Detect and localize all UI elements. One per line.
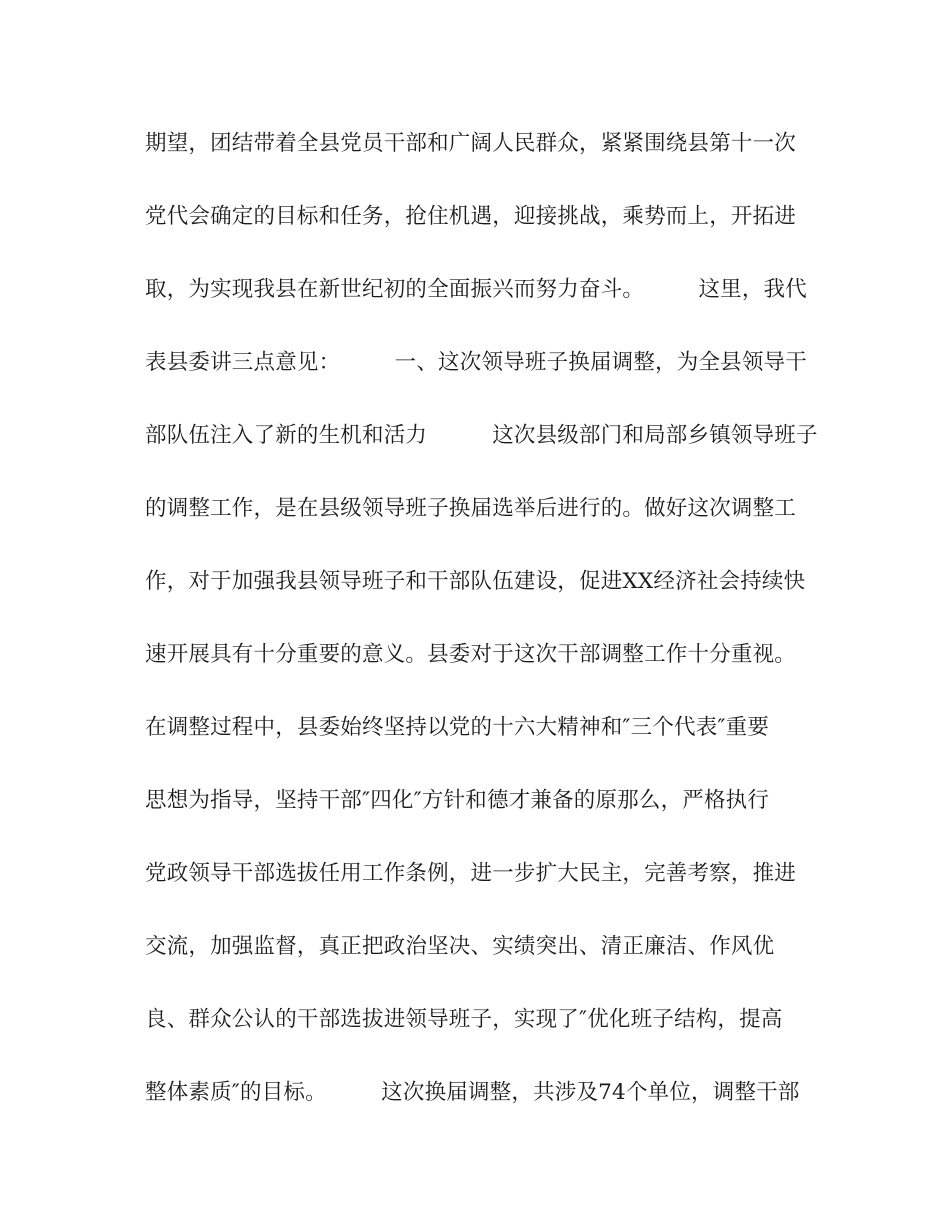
text-line: 党代会确定的目标和任务，抢住机遇，迎接挑战，乘势而上，开拓进 [145, 204, 797, 229]
text-line: 良、群众公认的干部选拔进领导班子，实现了″优化班子结构，提高 [145, 1007, 783, 1032]
text-line: 速开展具有十分重要的意义。县委对于这次干部调整工作十分重视。 [145, 642, 797, 667]
text-line: 思想为指导，坚持干部″四化″方针和德才兼备的原那么，严格执行 [145, 788, 770, 813]
text-line: 表县委讲三点意见： 一、这次领导班子换届调整，为全县领导干 [145, 350, 807, 375]
text-line: 在调整过程中，县委始终坚持以党的十六大精神和″三个代表″重要 [145, 715, 770, 740]
text-line: 期望，团结带着全县党员干部和广阔人民群众，紧紧围绕县第十一次 [145, 131, 797, 156]
text-line: 的调整工作，是在县级领导班子换届选举后进行的。做好这次调整工 [145, 496, 797, 521]
text-line: 取，为实现我县在新世纪初的全面振兴而努力奋斗。 这里，我代 [145, 277, 807, 302]
text-line: 交流，加强监督，真正把政治坚决、实绩突出、清正廉洁、作风优 [145, 934, 775, 959]
text-line: 党政领导干部选拔任用工作条例，进一步扩大民主，完善考察，推进 [145, 861, 797, 886]
text-line: 部队伍注入了新的生机和活力 这次县级部门和局部乡镇领导班子 [145, 423, 818, 448]
text-line: 作，对于加强我县领导班子和干部队伍建设，促进XX经济社会持续快 [145, 569, 806, 594]
body-text [145, 121, 825, 1143]
text-line: 整体素质″的目标。 这次换届调整，共涉及74个单位，调整干部 [145, 1080, 800, 1105]
